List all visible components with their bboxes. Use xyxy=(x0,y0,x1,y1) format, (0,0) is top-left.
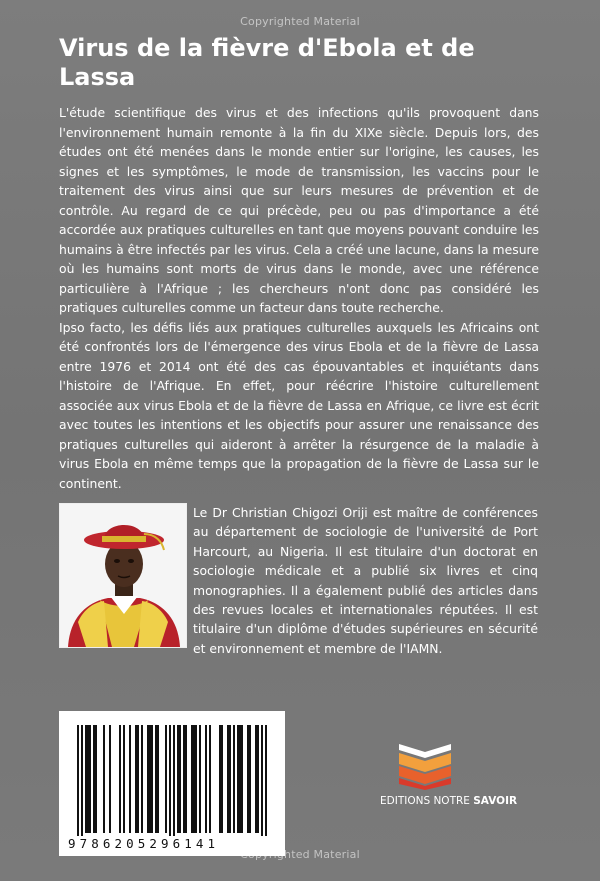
author-portrait-image xyxy=(60,504,186,647)
barcode-bar xyxy=(233,725,235,833)
barcode-bar xyxy=(205,725,207,833)
barcode-bar xyxy=(195,725,197,833)
barcode-bar xyxy=(209,725,211,833)
barcode-bar xyxy=(169,725,171,836)
barcode-bar xyxy=(241,725,243,833)
barcode-bar xyxy=(173,725,175,836)
barcode-bar xyxy=(227,725,229,833)
copyright-watermark-top: Copyrighted Material xyxy=(240,15,360,28)
barcode-bar xyxy=(165,725,167,833)
barcode-bar xyxy=(93,725,95,833)
barcode-bar xyxy=(109,725,111,833)
barcode-bar xyxy=(137,725,139,833)
barcode-bar xyxy=(123,725,125,833)
publisher-name: EDITIONS NOTRE SAVOIR xyxy=(380,795,518,807)
barcode-bar xyxy=(129,725,131,833)
barcode-bar xyxy=(119,725,121,833)
book-synopsis xyxy=(59,103,539,493)
barcode-bar xyxy=(89,725,91,833)
barcode-bar xyxy=(193,725,195,833)
barcode-bar xyxy=(185,725,187,833)
barcode-bar xyxy=(141,725,143,833)
barcode-bar xyxy=(183,725,185,833)
barcode-bar xyxy=(247,725,249,833)
barcode-bar xyxy=(157,725,159,833)
author-bio: Le Dr Christian Chigozi Oriji est maître de conférences au département de sociologie de l'université de Port Harcourt, au Nigeria. Il est titulaire d'un doctorat en sociologie médicale et a publié six livres et cinq monographies. Il a également publié des articles dans des revues locales et internationales réputées. Il est titulaire d'un diplôme d'études supérieures en sécurité et environnement et membre de l'IAMN. xyxy=(193,505,538,656)
barcode-bar xyxy=(249,725,251,833)
synopsis-paragraph: Ipso facto, les défis liés aux pratiques culturelles auxquels les Africains ont été confrontés lors de l'émergence des virus Ebola et de la fièvre de Lassa entre 1976 et 2014 ont été des cas épouvantables et inquiétants dans l'histoire de l'Afrique. En effet, pour réécrire l'histoire culturellement associée aux virus Ebola et de la fièvre de Lassa en Afrique, ce livre est écrit avec toutes les intentions et les objectifs pour assurer une renaissance des pratiques culturelles qui aideront à arrêter la résurgence de la maladie à virus Ebola en même temps que la propagation de la fièvre de Lassa sur le continent. xyxy=(59,319,539,491)
barcode-bar xyxy=(177,725,179,833)
barcode-bar xyxy=(229,725,231,833)
barcode-bar xyxy=(237,725,239,833)
book-stack-icon xyxy=(393,740,457,790)
book-title: Virus de la fièvre d'Ebola et de Lassa xyxy=(59,34,475,91)
barcode-bar xyxy=(95,725,97,833)
barcode-bars xyxy=(59,711,285,836)
barcode-bar xyxy=(77,725,79,836)
synopsis-paragraph: L'étude scientifique des virus et des infections qu'ils provoquent dans l'environnement humain remonte à la fin du XIXe siècle. Depuis lors, des études ont été menées dans le monde entier sur l'origine, les causes, les signes et les symptômes, le mode de transmission, les vaccins pour le traitement des virus ainsi que sur leurs mesures de prévention et de contrôle. Au regard de ce qui précède, peu ou pas d'importance a été accordée aux pratiques culturelles en tant que moyens pouvant conduire les humains à être infectés par les virus. Cela a créé une lacune, dans la mesure où les humains sont morts de virus dans le monde, avec une référence particulière à l'Afrique ; les chercheurs n'ont donc pas considéré les pratiques culturelles comme un facteur dans toute recherche. xyxy=(59,105,539,315)
barcode-bar xyxy=(261,725,263,836)
copyright-watermark-bottom: Copyrighted Material xyxy=(240,848,360,861)
author-photo xyxy=(59,503,187,648)
barcode-bar xyxy=(147,725,149,833)
barcode-bar xyxy=(103,725,105,833)
barcode-bar xyxy=(221,725,223,833)
barcode-bar xyxy=(179,725,181,833)
barcode-bar xyxy=(219,725,221,833)
publisher-logo xyxy=(393,740,457,790)
barcode-bar xyxy=(199,725,201,833)
barcode-bar xyxy=(151,725,153,833)
barcode-bar xyxy=(155,725,157,833)
barcode-bar xyxy=(149,725,151,833)
barcode-digits: 9786205296141 xyxy=(68,836,220,851)
barcode-bar xyxy=(135,725,137,833)
barcode-bar xyxy=(239,725,241,833)
barcode-bar xyxy=(191,725,193,833)
barcode-bar xyxy=(81,725,83,836)
barcode-bar xyxy=(255,725,257,833)
barcode-bar xyxy=(257,725,259,833)
barcode-bar xyxy=(85,725,87,833)
isbn-barcode xyxy=(59,711,285,856)
barcode-bar xyxy=(265,725,267,836)
barcode-bar xyxy=(87,725,89,833)
